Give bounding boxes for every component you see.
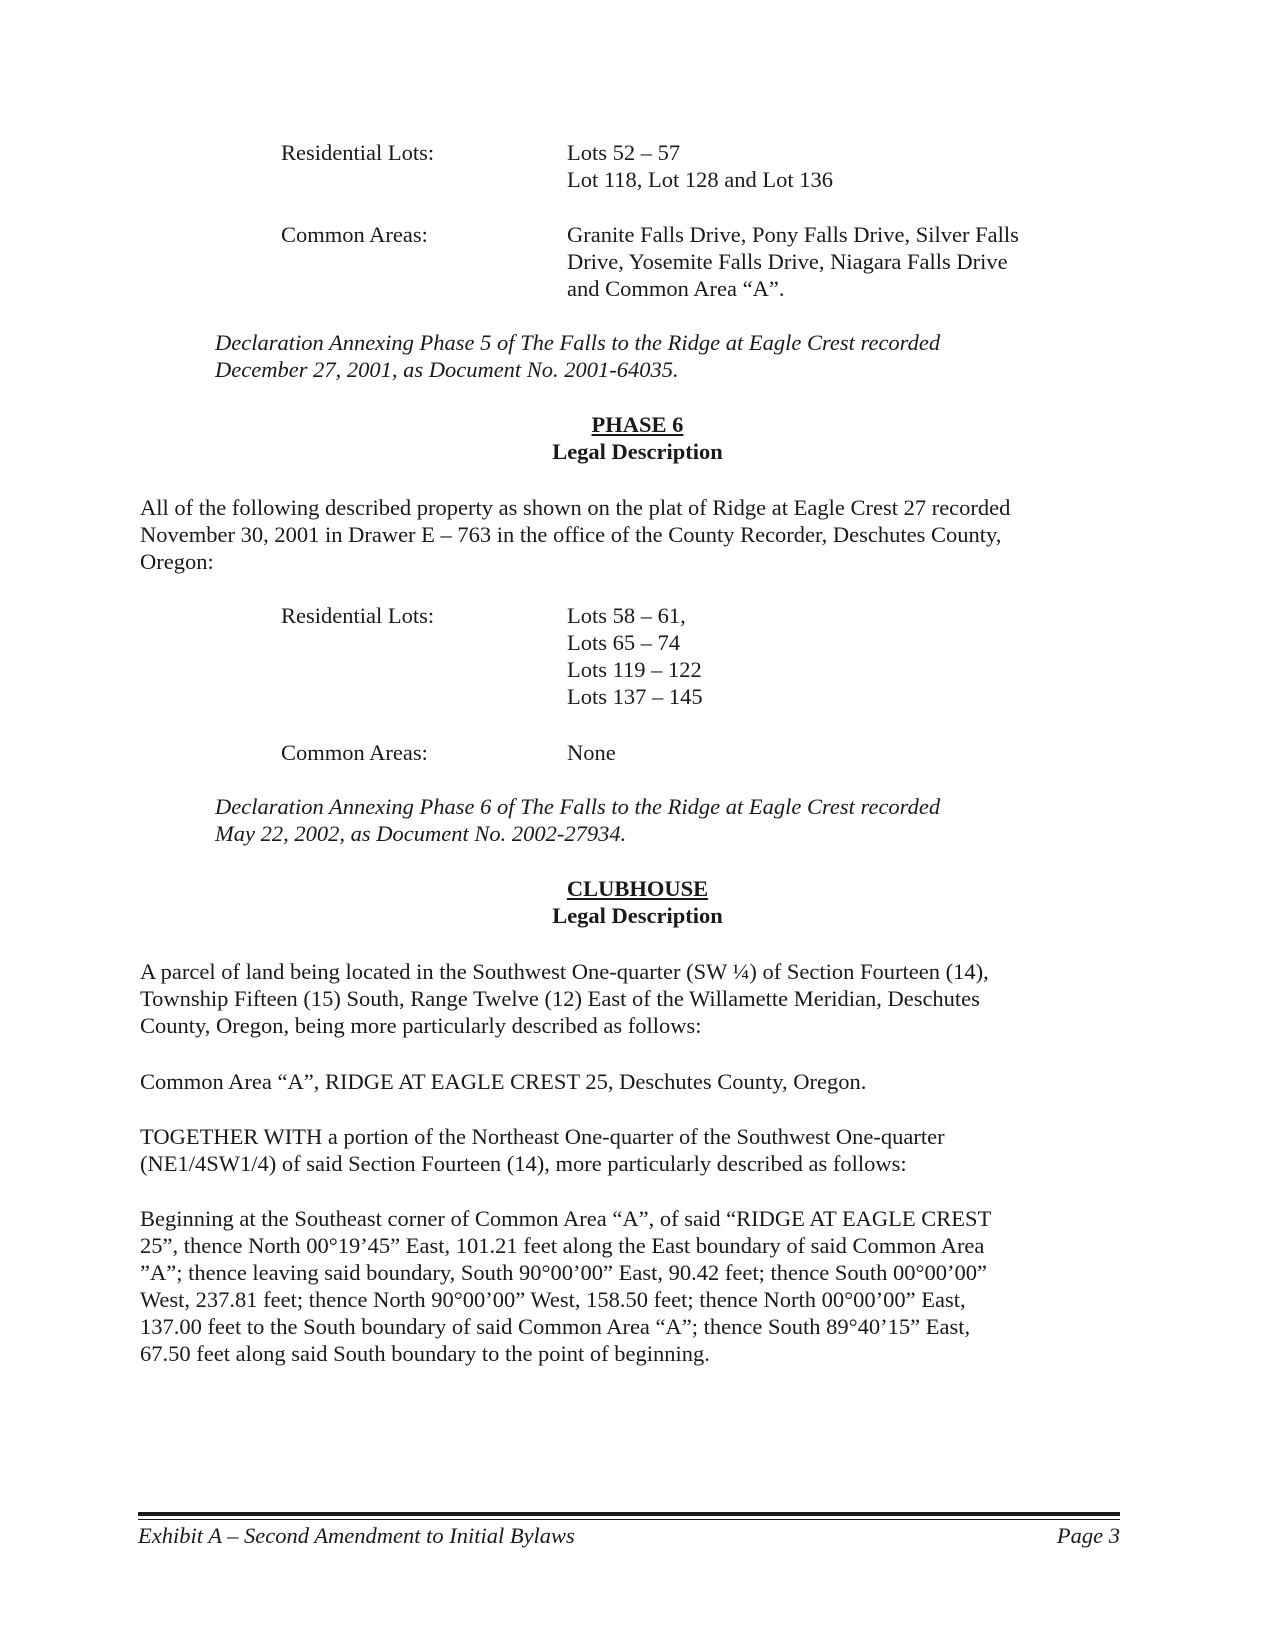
clubhouse-para-4 [140,1205,1140,1367]
phase6-declaration [215,793,940,847]
common-line: Granite Falls Drive, Pony Falls Drive, Silver Falls [567,222,1019,247]
paragraph-line: Common Area “A”, RIDGE AT EAGLE CREST 25, Deschutes County, Oregon. [140,1069,867,1094]
declaration-line: May 22, 2002, as Document No. 2002-27934. [215,821,627,846]
common-line: and Common Area “A”. [567,276,785,301]
phase5-common-label: Common Areas: [281,222,428,247]
paragraph-line: 67.50 feet along said South boundary to the point of beginning. [140,1341,710,1366]
lot-line: Lots 119 – 122 [567,657,702,682]
clubhouse-title: CLUBHOUSE [566,876,709,901]
footer-rule-thick [138,1512,1120,1516]
lot-line: Lots 58 – 61, [567,603,686,628]
phase6-title: PHASE 6 [591,412,684,437]
phase6-residential-label: Residential Lots: [281,603,435,628]
paragraph-line: 137.00 feet to the South boundary of said Common Area “A”; thence South 89°40’15” East, [140,1314,971,1339]
clubhouse-para-2 [140,1068,1140,1095]
phase5-residential-label: Residential Lots: [281,140,435,165]
phase6-residential-values [567,602,703,710]
phase5-declaration [215,329,940,383]
declaration-line: December 27, 2001, as Document No. 2001-64035. [215,357,679,382]
paragraph-line: Beginning at the Southeast corner of Common Area “A”, of said “RIDGE AT EAGLE CREST [140,1206,992,1231]
clubhouse-para-1 [140,958,1140,1039]
paragraph-line: A parcel of land being located in the Southwest One-quarter (SW ¼) of Section Fourteen (14), [140,959,989,984]
phase5-common-values [567,221,1019,302]
declaration-line: Declaration Annexing Phase 5 of The Falls to the Ridge at Eagle Crest recorded [215,330,941,355]
clubhouse-para-3 [140,1123,1140,1177]
phase6-common-value: None [567,740,616,765]
phase6-heading [0,411,1275,465]
footer-title: Exhibit A – Second Amendment to Initial Bylaws [138,1523,575,1548]
paragraph-line: West, 237.81 feet; thence North 90°00’00” West, 158.50 feet; thence North 00°00’00” East, [140,1287,966,1312]
phase6-common-label: Common Areas: [281,740,428,765]
clubhouse-heading [0,875,1275,929]
paragraph-line: Township Fifteen (15) South, Range Twelve (12) East of the Willamette Meridian, Deschutes [140,986,980,1011]
footer-page-number: Page 3 [1056,1523,1120,1548]
paragraph-line: (NE1/4SW1/4) of said Section Fourteen (14), more particularly described as follows: [140,1151,907,1176]
footer-rule-thin [138,1519,1120,1520]
lot-line: Lot 118, Lot 128 and Lot 136 [567,167,834,192]
phase5-residential-values [567,139,833,193]
paragraph-line: Oregon: [140,549,214,574]
declaration-line: Declaration Annexing Phase 6 of The Falls to the Ridge at Eagle Crest recorded [215,794,941,819]
lot-line: Lots 137 – 145 [567,684,703,709]
phase6-subtitle: Legal Description [552,439,723,464]
paragraph-line: All of the following described property as shown on the plat of Ridge at Eagle Crest 27 recorded [140,495,1011,520]
lot-line: Lots 52 – 57 [567,140,681,165]
common-line: Drive, Yosemite Falls Drive, Niagara Falls Drive [567,249,1008,274]
clubhouse-subtitle: Legal Description [552,903,723,928]
paragraph-line: TOGETHER WITH a portion of the Northeast One-quarter of the Southwest One-quarter [140,1124,945,1149]
paragraph-line: County, Oregon, being more particularly described as follows: [140,1013,702,1038]
paragraph-line: ”A”; thence leaving said boundary, South 90°00’00” East, 90.42 feet; thence South 00°00’00” [140,1260,987,1285]
paragraph-line: November 30, 2001 in Drawer E – 763 in the office of the County Recorder, Deschutes County, [140,522,1002,547]
lot-line: Lots 65 – 74 [567,630,681,655]
paragraph-line: 25”, thence North 00°19’45” East, 101.21 feet along the East boundary of said Common Area [140,1233,985,1258]
phase6-intro [140,494,1140,575]
